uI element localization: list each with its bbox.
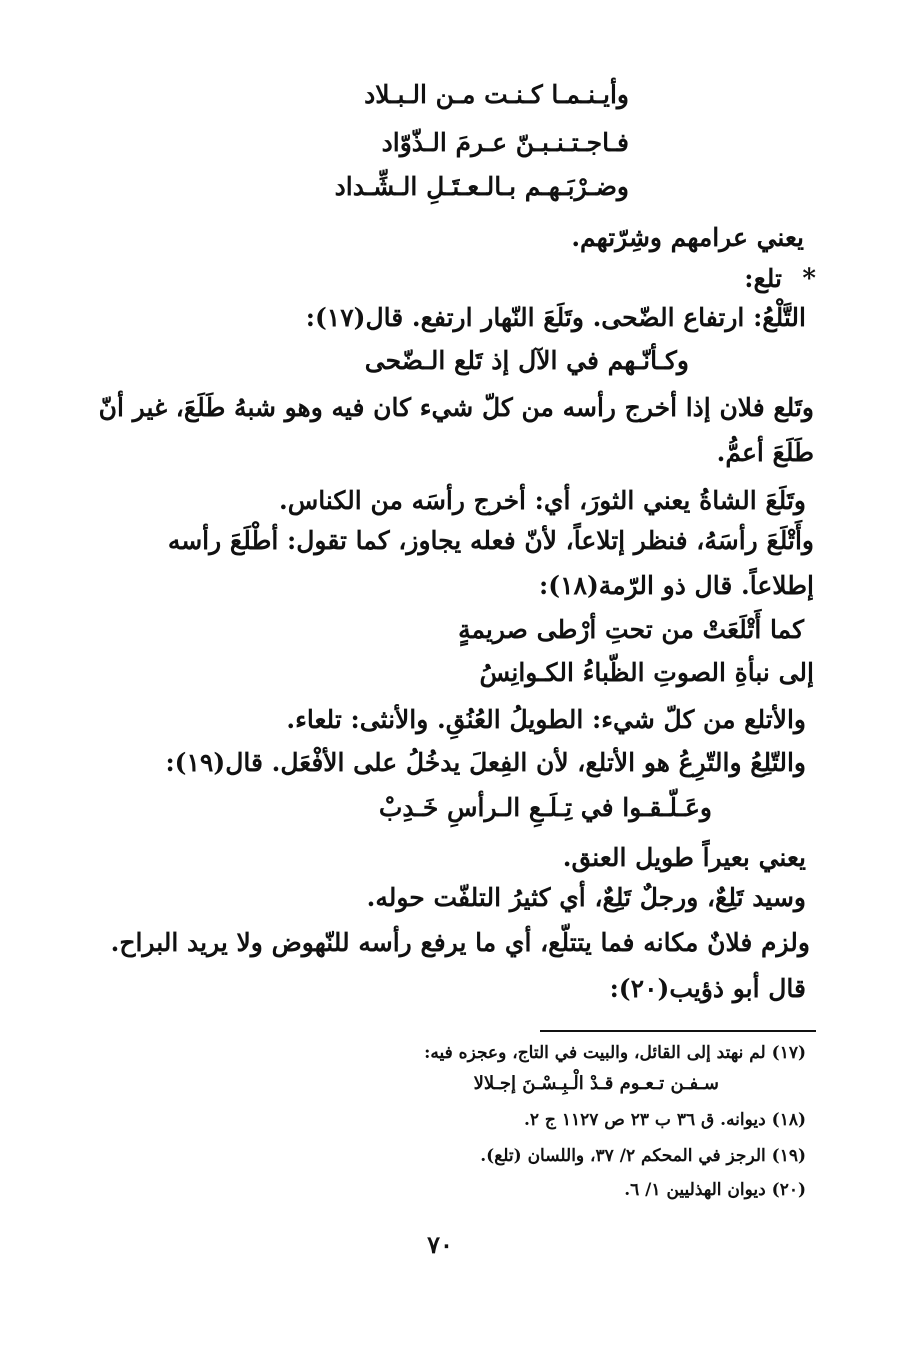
verse-line: وأيـنـمـا كـنـت مـن الـبـلاد [364, 80, 629, 109]
verse-line: وضـرْبَـهـم بـالـعـتَـلِ الـشِّـداد [334, 172, 629, 201]
verse-line: وعَـلّـقـوا في تِـلَـعِ الـرأسِ خَـدِبْ [378, 793, 712, 822]
text-line: والأتلع من كلّ شيء: الطويلُ العُنُقِ. والأنثى: تلعاء. [286, 705, 806, 734]
text-line: التَّلْعُ: ارتفاع الضّحى. وتَلَعَ النّهار ارتفع. قال(١٧): [305, 303, 806, 332]
text-line: وأَتْلَعَ رأسَهُ، فنظر إتلاعاً، لأنّ فعله يجاوز، كما تقول: أطْلَعَ رأسه [167, 526, 814, 555]
text-line: وتَلَعَ الشاةُ يعني الثورَ، أي: أخرج رأسَه من الكناس. [278, 486, 806, 515]
footnote: (١٧) لم نهتد إلى القائل، والبيت في التاج، وعجزه فيه: [424, 1043, 806, 1063]
footnote: (١٩) الرجز في المحكم ٢/ ٣٧، واللسان (تلع). [480, 1146, 806, 1166]
text-line: ولزم فلانٌ مكانه فما يتتلّع، أي ما يرفع رأسه للنّهوض ولا يريد البراح. [110, 928, 810, 957]
verse-line: وكـأنّـهم في الآل إذ تَلع الـضّحى [364, 346, 689, 375]
verse-line: إلى نبأةِ الصوتِ الظّباءُ الكـوانِسُ [479, 658, 814, 687]
text-line: والتّلِعُ والتّرِعُ هو الأتلع، لأن الفِعلَ يدخُلُ على الأفْعَل. قال(١٩): [165, 748, 806, 777]
verse-line: كما أَتْلَعَتْ من تحتِ أرْطى صريمةٍ [458, 615, 804, 644]
footnote: (٢٠) ديوان الهذليين ١/ ٦. [624, 1180, 806, 1200]
text-line: وسيد تَلِعٌ، ورجلٌ تَلِعٌ، أي كثيرُ التلفّت حوله. [366, 883, 806, 912]
page-number: ٧٠ [427, 1230, 453, 1259]
entry-heading: تلع: [744, 264, 782, 293]
text-line: يعني عرامهم وشِرّتهم. [571, 223, 804, 252]
entry-star: * [802, 264, 816, 294]
text-line: وتَلع فلان إذا أخرج رأسه من كلّ شيء كان فيه وهو شبهُ طَلَعَ، غير أنّ [98, 393, 814, 422]
text-line: إطلاعاً. قال ذو الرّمة(١٨): [539, 571, 814, 600]
footnote-verse: سـفـن تـعـوم قـدْ الْـبِـسْـنَ إجـلالا [473, 1073, 719, 1094]
text-line: قال أبو ذؤيب(٢٠): [609, 974, 806, 1003]
footnote-divider [540, 1030, 816, 1032]
text-line: يعني بعيراً طويل العنق. [562, 843, 806, 872]
footnote: (١٨) ديوانه. ق ٣٦ ب ٢٣ ص ١١٢٧ ج ٢. [523, 1110, 806, 1130]
verse-line: فـاجـتـنـبـنّ عـرمَ الـذّوّاد [381, 128, 629, 157]
text-line: طَلَعَ أعمُّ. [716, 438, 814, 467]
